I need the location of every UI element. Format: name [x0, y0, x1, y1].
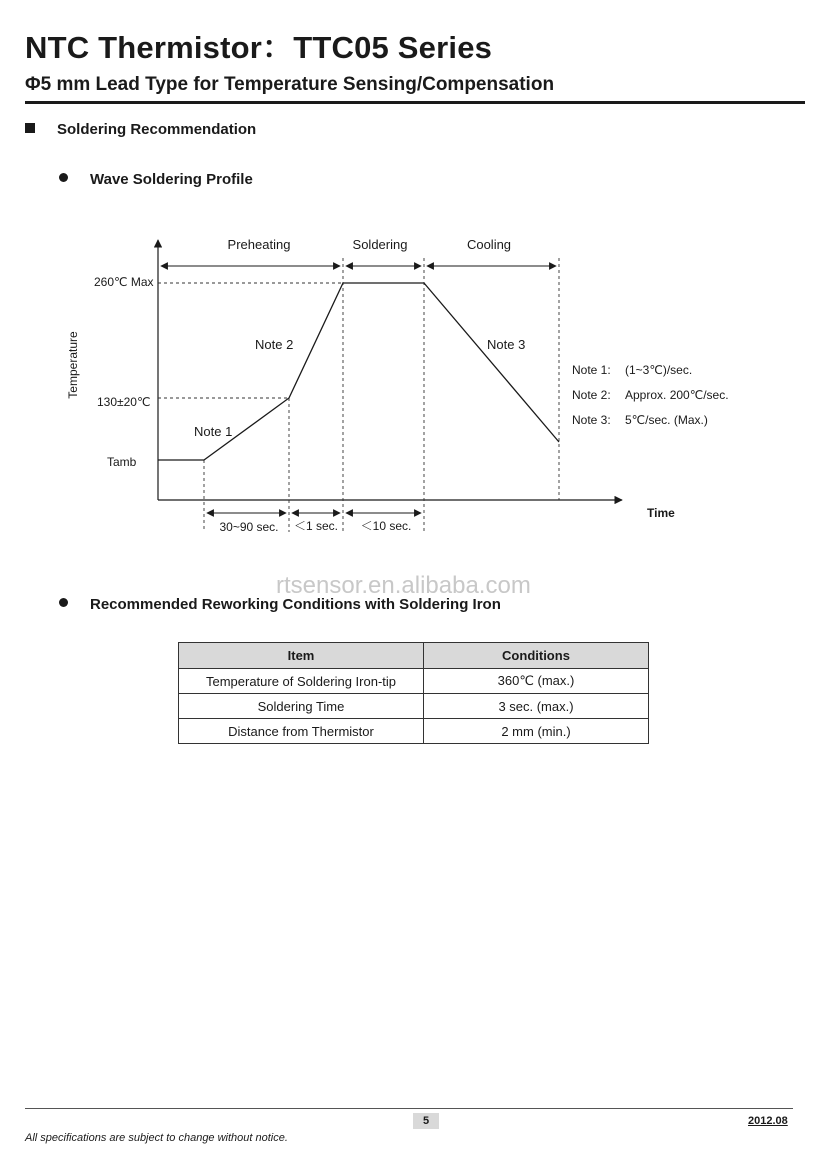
watermark: rtsensor.en.alibaba.com [276, 572, 531, 599]
column-header-item: Item [179, 643, 424, 669]
profile-heading-text: Wave Soldering Profile [90, 171, 253, 188]
table-cell-item: Soldering Time [179, 694, 424, 719]
note-value-2: Approx. 200℃/sec. [625, 388, 729, 402]
table-row [179, 669, 649, 694]
round-bullet-icon [59, 598, 68, 607]
note-label-2: Note 2: [572, 388, 611, 402]
table-row [179, 694, 649, 719]
rework-conditions-table [178, 642, 649, 744]
table-header-row [179, 643, 649, 669]
table-cell-condition: 2 mm (min.) [424, 719, 649, 744]
phase-label-preheating: Preheating [227, 237, 291, 252]
segment-label-note1: Note 1 [194, 424, 233, 439]
table-cell-item: Distance from Thermistor [179, 719, 424, 744]
revision-date: 2012.08 [748, 1115, 788, 1127]
footer-divider [25, 1108, 793, 1109]
phase-label-cooling: Cooling [466, 237, 512, 252]
y-level-preheat: 130±20℃ [97, 395, 151, 409]
rework-heading-text: Recommended Reworking Conditions with Soldering Iron [90, 596, 501, 613]
rework-heading [59, 596, 501, 613]
page-title: NTC Thermistor：TTC05 Series [25, 30, 493, 65]
duration-label-preheat: 30~90 sec. [219, 520, 279, 534]
note-label-1: Note 1: [572, 363, 611, 377]
duration-label-soldering: ＜10 sec. [360, 519, 412, 533]
column-header-conditions: Conditions [424, 643, 649, 669]
segment-label-note2: Note 2 [255, 337, 294, 352]
y-level-tamb: Tamb [107, 455, 137, 469]
note-label-3: Note 3: [572, 413, 611, 427]
table-cell-condition: 360℃ (max.) [424, 669, 649, 694]
table-cell-item: Temperature of Soldering Iron-tip [179, 669, 424, 694]
duration-label-transition: ＜1 sec. [293, 519, 339, 533]
y-level-peak: 260℃ Max [94, 275, 154, 289]
note-value-1: (1~3℃)/sec. [625, 363, 693, 377]
table-cell-condition: 3 sec. (max.) [424, 694, 649, 719]
section-heading-text: Soldering Recommendation [57, 121, 257, 138]
note-value-3: 5℃/sec. (Max.) [625, 413, 708, 427]
soldering-profile-chart [0, 0, 827, 560]
page-number: 5 [413, 1113, 439, 1129]
disclaimer-notice: All specifications are subject to change without notice. [25, 1132, 288, 1144]
table-row [179, 719, 649, 744]
phase-label-soldering: Soldering [352, 237, 408, 252]
x-axis-label: Time [647, 506, 675, 520]
page-subtitle: Φ5 mm Lead Type for Temperature Sensing/Compensation [25, 74, 555, 95]
segment-label-note3: Note 3 [487, 337, 526, 352]
y-axis-label: Temperature [66, 331, 80, 399]
